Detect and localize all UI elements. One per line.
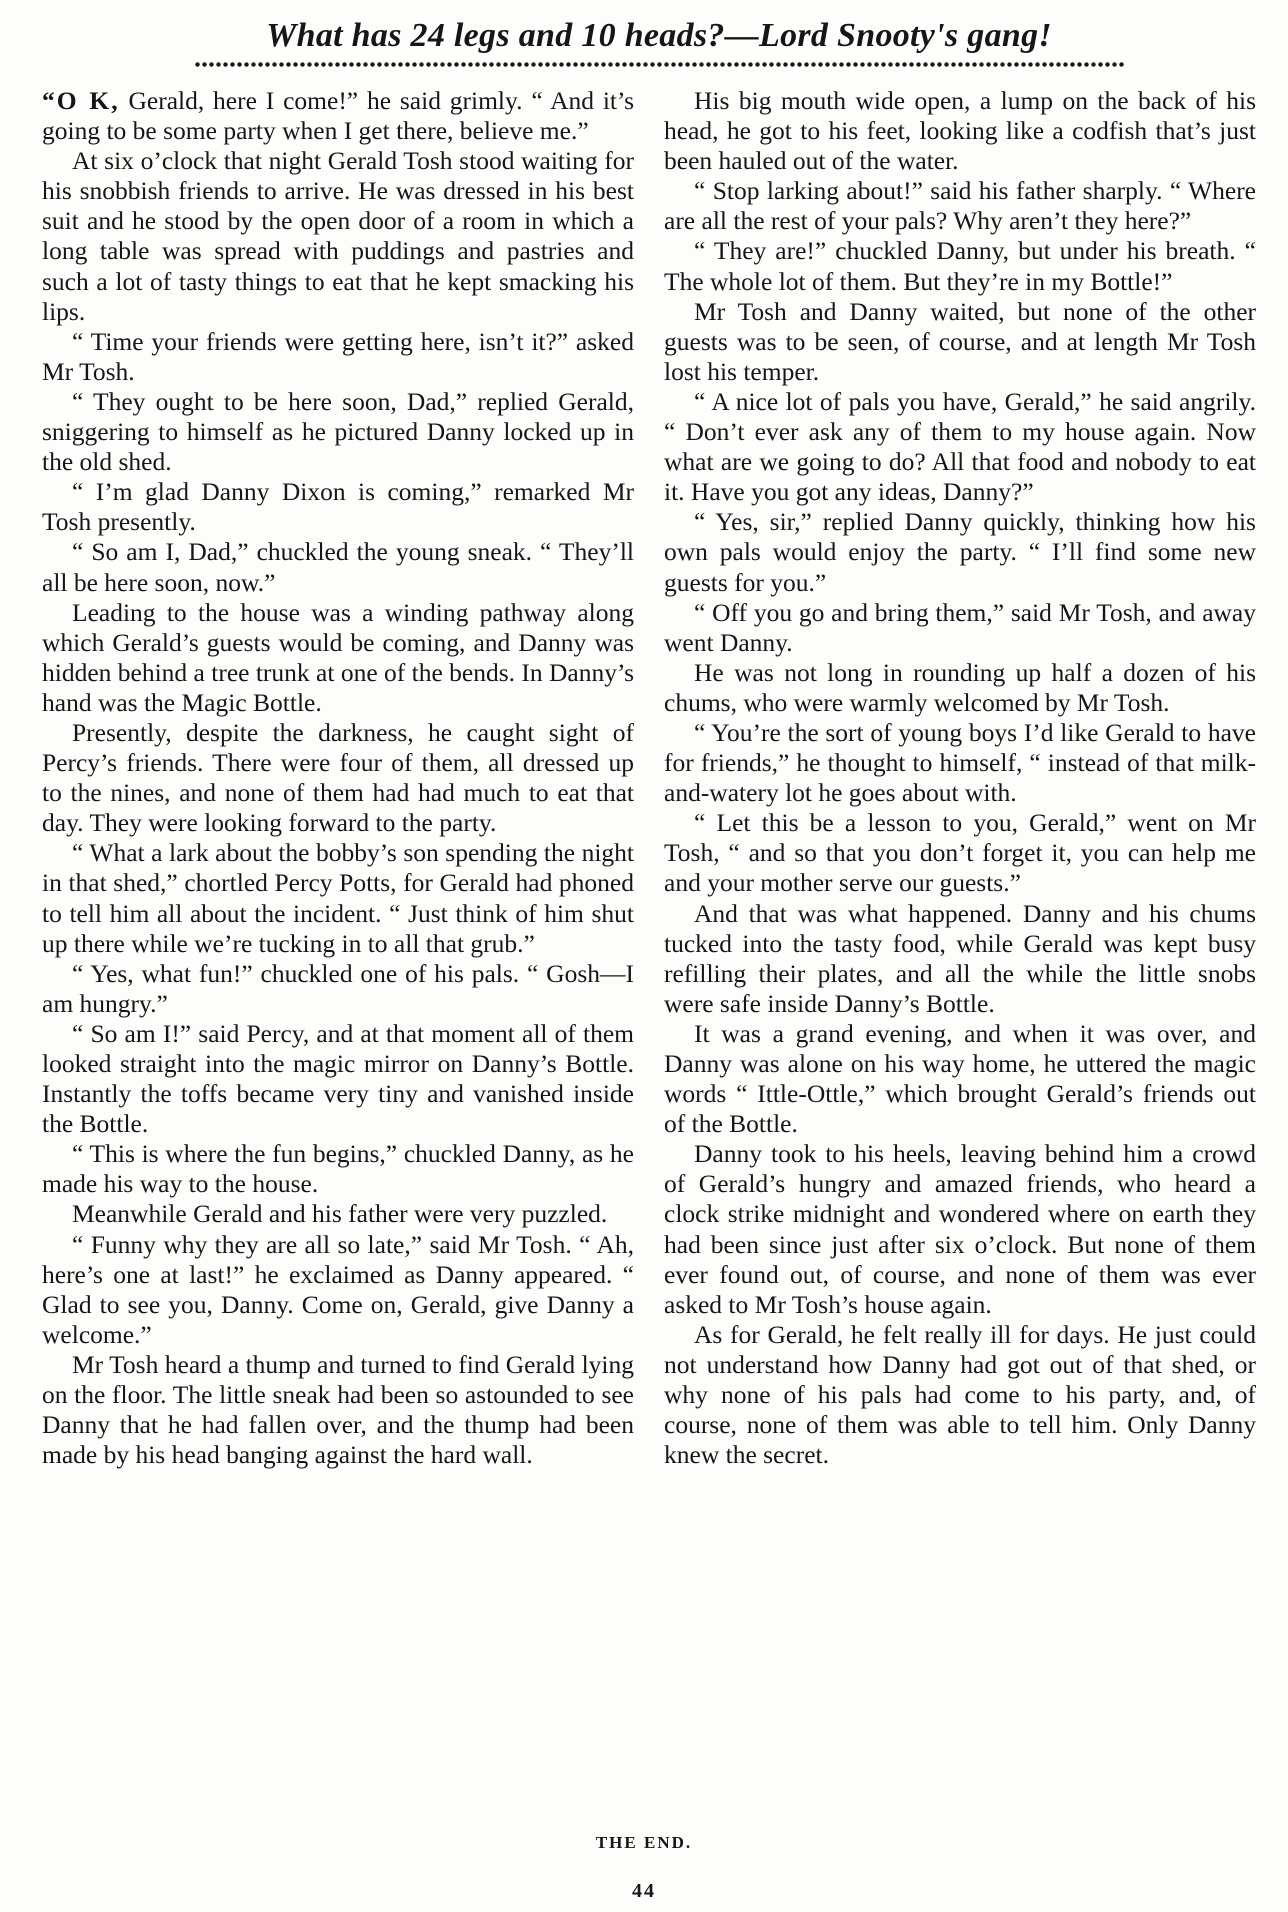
story-paragraph: “ They ought to be here soon, Dad,” replied Gerald, sniggering to himself as he pictured Danny locked up in the old shed. (42, 386, 634, 477)
story-paragraph: “ Yes, what fun!” chuckled one of his pals. “ Gosh—I am hungry.” (42, 958, 634, 1018)
story-paragraph-opening (42, 86, 634, 146)
story-paragraph: “ Yes, sir,” replied Danny quickly, thinking how his own pals would enjoy the party. “ I’ll find some new guests for you.” (664, 507, 1256, 597)
story-paragraph: Presently, despite the darkness, he caught sight of Percy’s friends. There were four of them, all dressed up to the nines, and none of them had had much to eat that day. They were looking forward to the party. (42, 717, 634, 838)
the-end-label: THE END. (595, 1833, 693, 1852)
story-paragraph: “ Off you go and bring them,” said Mr Tosh, and away went Danny. (664, 597, 1256, 657)
page-number: 44 (632, 1880, 656, 1902)
story-column-right (664, 86, 1256, 1806)
story-paragraph: “ Let this be a lesson to you, Gerald,” went on Mr Tosh, “ and so that you don’t forget it, you can help me and your mother serve our guests.” (664, 808, 1256, 898)
story-paragraph: Leading to the house was a winding pathway along which Gerald’s guests would be coming, and Danny was hidden behind a tree trunk at one of the bends. In Danny’s hand was the Magic Bottle. (42, 597, 634, 717)
story-paragraph: Mr Tosh heard a thump and turned to find Gerald lying on the floor. The little sneak had been so astounded to see Danny that he had fallen over, and the thump had been made by his head banging against the hard wall. (42, 1349, 634, 1470)
opening-paragraph-text: Gerald, here I come!” he said grimly. “ And it’s going to be some party when I get there, believe me.” (42, 86, 634, 146)
dotted-divider (194, 62, 1124, 67)
story-paragraph: “ Time your friends were getting here, isn’t it?” asked Mr Tosh. (42, 326, 634, 386)
story-paragraph: “ This is where the fun begins,” chuckled Danny, as he made his way to the house. (42, 1139, 634, 1199)
story-paragraph: “ So am I, Dad,” chuckled the young sneak. “ They’ll all be here soon, now.” (42, 537, 634, 597)
story-paragraph: Meanwhile Gerald and his father were very puzzled. (72, 1199, 608, 1229)
story-paragraph: “ Funny why they are all so late,” said Mr Tosh. “ Ah, here’s one at last!” he exclaimed as Danny appeared. “ Glad to see you, Danny. Come on, Gerald, give Danny a welcome.” (42, 1229, 634, 1349)
story-paragraph: “ A nice lot of pals you have, Gerald,” he said angrily. “ Don’t ever ask any of them to my house again. Now what are we going to do? All that food and nobody to eat it. Have you got any ideas, Danny?” (664, 386, 1256, 507)
story-paragraph: As for Gerald, he felt really ill for days. He just could not understand how Danny had got out of that shed, or why none of his pals had come to his party, and, of course, none of them was able to tell him. Only Danny knew the secret. (664, 1319, 1256, 1470)
story-paragraph: He was not long in rounding up half a dozen of his chums, who were warmly welcomed by Mr Tosh. (664, 657, 1256, 717)
page-banner-title: What has 24 legs and 10 heads?—Lord Snooty's gang! (266, 17, 1052, 54)
story-paragraph: Danny took to his heels, leaving behind him a crowd of Gerald’s hungry and amazed friends, who heard a clock strike midnight and wondered where on earth they had been since just after six o’clock. But none of them ever found out, of course, and none of them was ever asked to Mr Tosh’s house again. (664, 1139, 1256, 1319)
story-paragraph: “ They are!” chuckled Danny, but under his breath. “ The whole lot of them. But they’re in my Bottle!” (664, 236, 1256, 296)
story-paragraph: “ Stop larking about!” said his father sharply. “ Where are all the rest of your pals? Why aren’t they here?” (664, 176, 1256, 236)
story-paragraph: His big mouth wide open, a lump on the back of his head, he got to his feet, looking like a codfish that’s just been hauled out of the water. (664, 86, 1256, 176)
story-paragraph: Mr Tosh and Danny waited, but none of the other guests was to be seen, of course, and at length Mr Tosh lost his temper. (664, 296, 1256, 386)
story-paragraph: “ What a lark about the bobby’s son spending the night in that shed,” chortled Percy Potts, for Gerald had phoned to tell him all about the incident. “ Just think of him shut up there while we’re tucking in to all that grub.” (42, 838, 634, 958)
story-paragraph: “ I’m glad Danny Dixon is coming,” remarked Mr Tosh presently. (42, 477, 634, 537)
story-paragraph: It was a grand evening, and when it was over, and Danny was alone on his way home, he uttered the magic words “ Ittle-Ottle,” which brought Gerald’s friends out of the Bottle. (664, 1018, 1256, 1139)
story-paragraph: “ So am I!” said Percy, and at that moment all of them looked straight into the magic mirror on Danny’s Bottle. Instantly the toffs became very tiny and vanished inside the Bottle. (42, 1018, 634, 1139)
opening-lead-words: “O K, (42, 86, 120, 115)
story-paragraph: And that was what happened. Danny and his chums tucked into the tasty food, while Gerald was kept busy refilling their plates, and all the while the little snobs were safe inside Danny’s Bottle. (664, 898, 1256, 1018)
story-paragraph: “ You’re the sort of young boys I’d like Gerald to have for friends,” he thought to himself, “ instead of that milk-and-watery lot he goes about with. (664, 717, 1256, 808)
story-paragraph: At six o’clock that night Gerald Tosh stood waiting for his snobbish friends to arrive. He was dressed in his best suit and he stood by the open door of a room in which a long table was spread with puddings and pastries and such a lot of tasty things to eat that he kept smacking his lips. (42, 146, 634, 326)
story-column-left (42, 86, 634, 1806)
